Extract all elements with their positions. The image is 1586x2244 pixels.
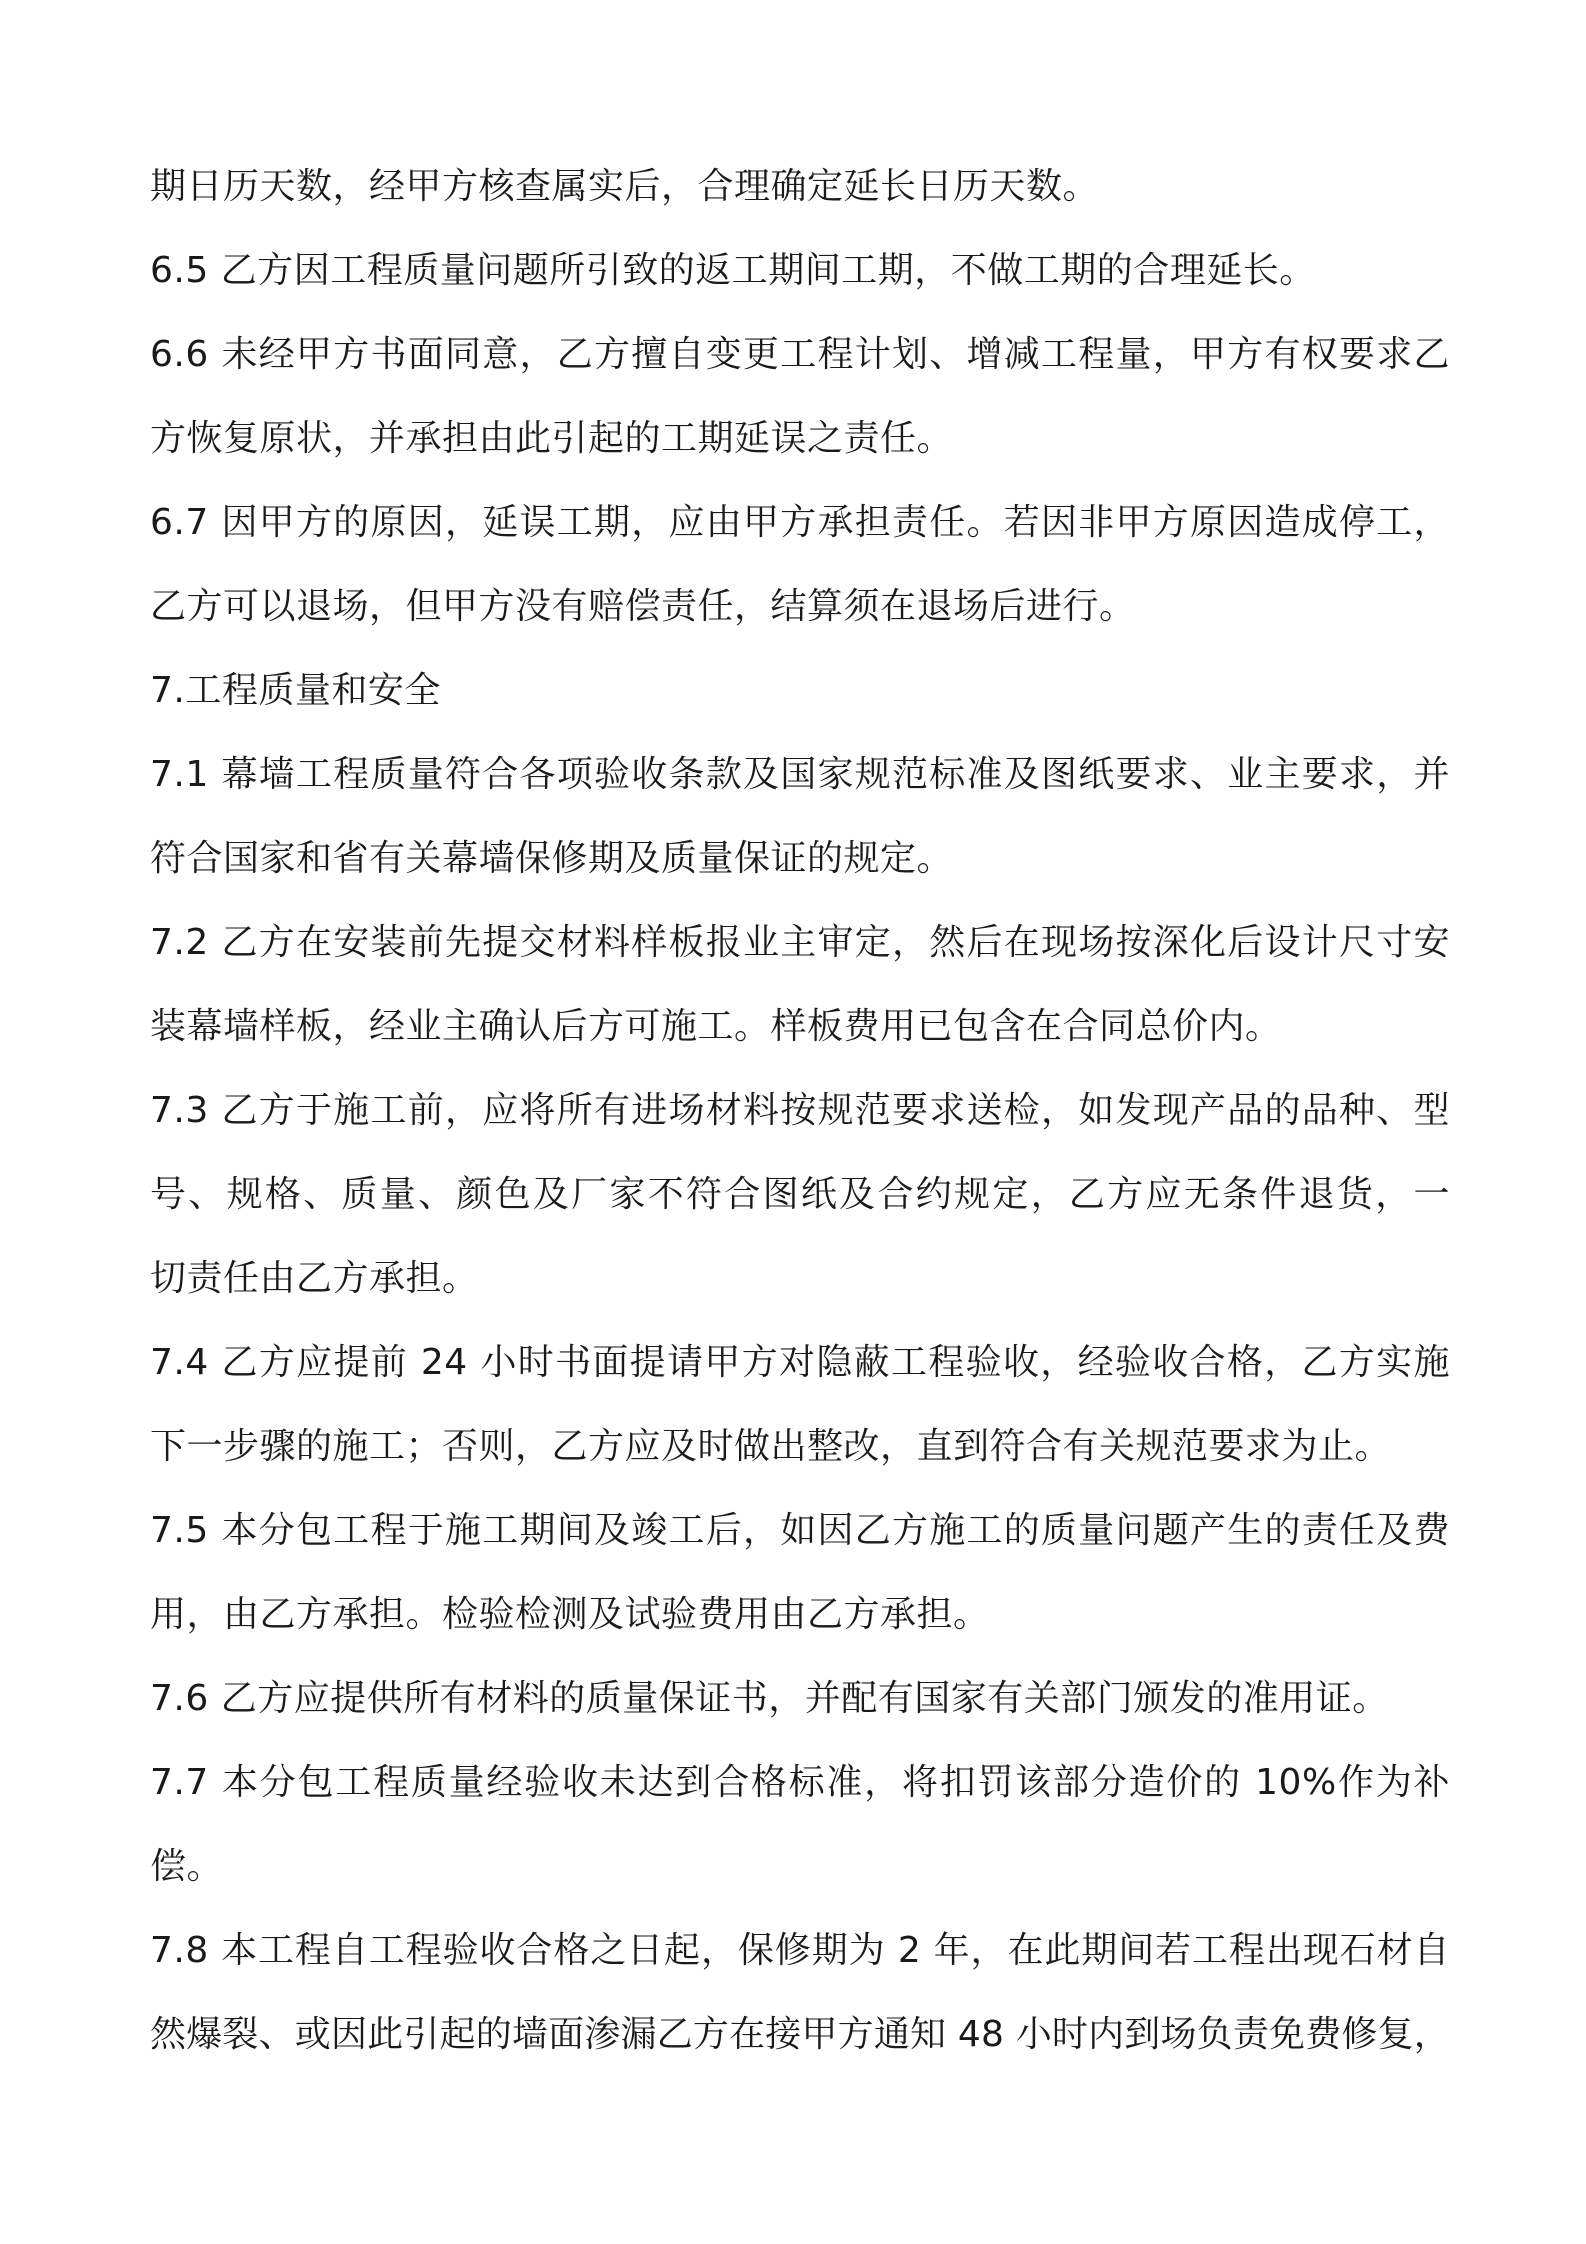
text-line: 切责任由乙方承担。	[150, 1258, 479, 1299]
text-line: 6.5 乙方因工程质量问题所引致的返工期间工期，不做工期的合理延长。	[150, 250, 1316, 291]
text-line: 然爆裂、或因此引起的墙面渗漏乙方在接甲方通知 48 小时内到场负责免费修复，	[150, 2014, 1450, 2055]
text-line: 方恢复原状，并承担由此引起的工期延误之责任。	[150, 418, 954, 459]
text-line: 符合国家和省有关幕墙保修期及质量保证的规定。	[150, 838, 954, 879]
text-line: 乙方可以退场，但甲方没有赔偿责任，结算须在退场后进行。	[150, 586, 1136, 627]
text-line: 7.4 乙方应提前 24 小时书面提请甲方对隐蔽工程验收，经验收合格，乙方实施	[150, 1342, 1450, 1383]
text-line: 期日历天数，经甲方核查属实后，合理确定延长日历天数。	[150, 166, 1100, 207]
text-line: 7.8 本工程自工程验收合格之日起，保修期为 2 年，在此期间若工程出现石材自	[150, 1930, 1450, 1971]
text-line: 7.2 乙方在安装前先提交材料样板报业主审定，然后在现场按深化后设计尺寸安	[150, 922, 1450, 963]
text-line: 7.5 本分包工程于施工期间及竣工后，如因乙方施工的质量问题产生的责任及费	[150, 1510, 1450, 1551]
text-line: 号、规格、质量、颜色及厂家不符合图纸及合约规定，乙方应无条件退货，一	[150, 1174, 1450, 1215]
text-line: 7.6 乙方应提供所有材料的质量保证书，并配有国家有关部门颁发的准用证。	[150, 1678, 1389, 1719]
section-heading: 7.工程质量和安全	[150, 670, 441, 711]
text-line: 7.3 乙方于施工前，应将所有进场材料按规范要求送检，如发现产品的品种、型	[150, 1090, 1450, 1131]
text-line: 用，由乙方承担。检验检测及试验费用由乙方承担。	[150, 1594, 990, 1635]
text-line: 下一步骤的施工；否则，乙方应及时做出整改，直到符合有关规范要求为止。	[150, 1426, 1392, 1467]
text-line: 偿。	[150, 1846, 224, 1887]
text-line: 装幕墙样板，经业主确认后方可施工。样板费用已包含在合同总价内。	[150, 1006, 1282, 1047]
document-body	[150, 145, 1450, 2077]
text-line: 6.7 因甲方的原因，延误工期，应由甲方承担责任。若因非甲方原因造成停工，	[150, 502, 1450, 543]
text-line: 7.1 幕墙工程质量符合各项验收条款及国家规范标准及图纸要求、业主要求，并	[150, 754, 1450, 795]
text-line: 7.7 本分包工程质量经验收未达到合格标准，将扣罚该部分造价的 10%作为补	[150, 1762, 1450, 1803]
text-line: 6.6 未经甲方书面同意，乙方擅自变更工程计划、增减工程量，甲方有权要求乙	[150, 334, 1450, 375]
